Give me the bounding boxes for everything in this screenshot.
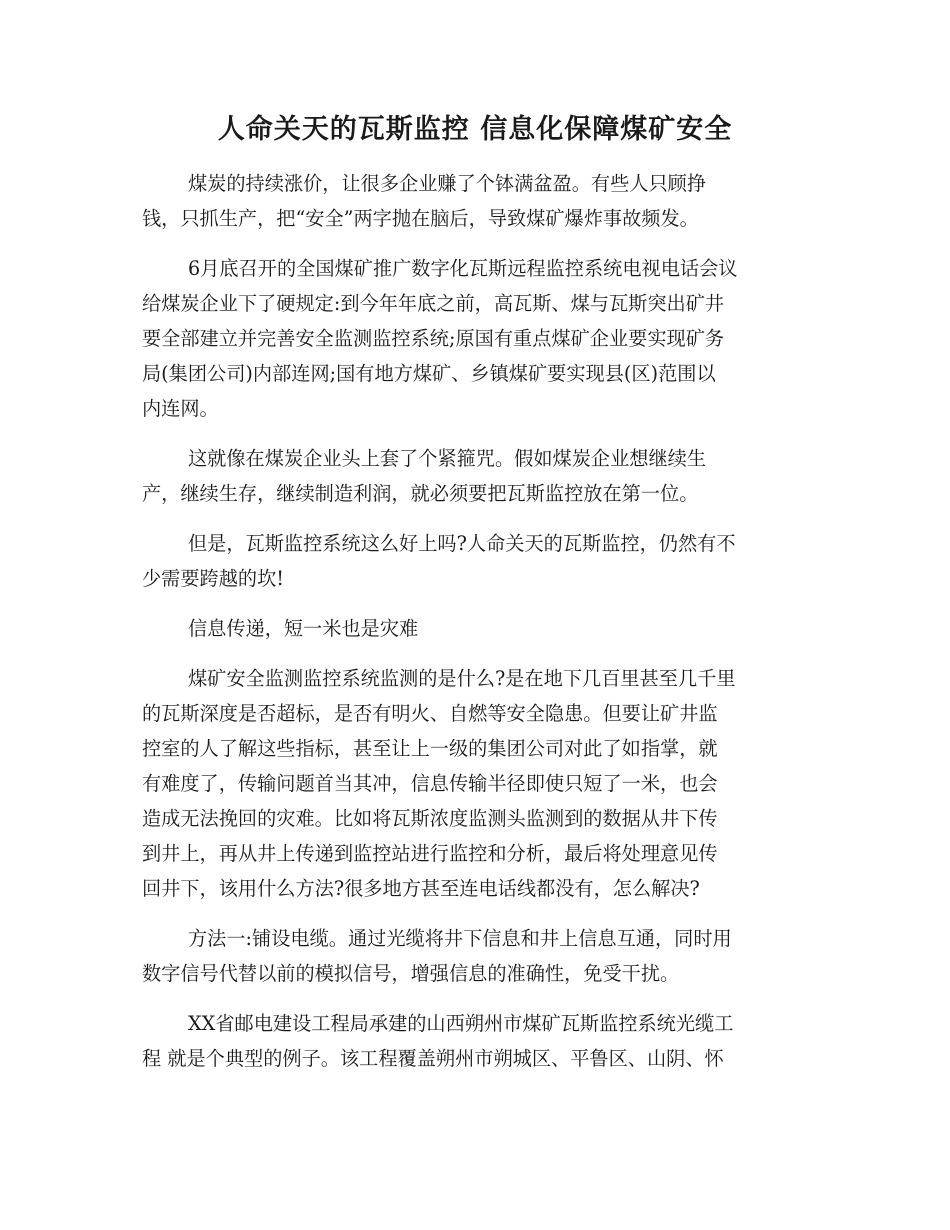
section-heading — [142, 611, 804, 646]
paragraph-2 — [142, 251, 804, 426]
text-line: 要全部建立并完善安全监测监控系统;原国有重点煤矿企业要实现矿务 — [142, 327, 725, 350]
text-line: 产，继续生存，继续制造利润，就必须要把瓦斯监控放在第一位。 — [142, 482, 699, 505]
paragraph-4 — [142, 526, 804, 596]
text-line: 方法一:铺设电缆。通过光缆将井下信息和井上信息互通，同时用 — [188, 927, 732, 950]
text-line: 给煤炭企业下了硬规定:到今年年底之前，高瓦斯、煤与瓦斯突出矿井 — [142, 292, 725, 315]
text-line: 局(集团公司)内部连网;国有地方煤矿、乡镇煤矿要实现县(区)范围以 — [142, 362, 716, 385]
document-body — [142, 166, 804, 1091]
text-line: 的瓦斯深度是否超标，是否有明火、自燃等安全隐患。但要让矿井监 — [142, 702, 718, 725]
text-line: 少需要跨越的坎! — [142, 567, 285, 590]
text-line: 回井下，该用什么方法?很多地方甚至连电话线都没有，怎么解决? — [142, 877, 700, 900]
paragraph-7 — [142, 921, 804, 991]
text-line: 信息传递，短一米也是灾难 — [188, 617, 419, 640]
text-line: 到井上，再从井上传递到监控站进行监控和分析，最后将处理意见传 — [142, 842, 718, 865]
paragraph-8 — [142, 1006, 804, 1076]
text-line: 数字信号代替以前的模拟信号，增强信息的准确性，免受干扰。 — [142, 962, 680, 985]
text-line: 造成无法挽回的灾难。比如将瓦斯浓度监测头监测到的数据从井下传 — [142, 807, 718, 830]
text-line: 煤炭的持续涨价，让很多企业赚了个钵满盆盈。有些人只顾挣 — [188, 172, 707, 195]
text-line: 程 就是个典型的例子。该工程覆盖朔州市朔城区、平鲁区、山阴、怀 — [142, 1047, 724, 1070]
paragraph-3 — [142, 441, 804, 511]
paragraph-1 — [142, 166, 804, 236]
text-line: XX省邮电建设工程局承建的山西朔州市煤矿瓦斯监控系统光缆工 — [188, 1012, 734, 1035]
text-line: 钱，只抓生产，把“安全”两字抛在脑后，导致煤矿爆炸事故频发。 — [142, 207, 699, 230]
text-line: 6月底召开的全国煤矿推广数字化瓦斯远程监控系统电视电话会议 — [188, 257, 738, 280]
text-line: 有难度了，传输问题首当其冲，信息传输半径即使只短了一米，也会 — [142, 772, 718, 795]
text-line: 但是，瓦斯监控系统这么好上吗?人命关天的瓦斯监控，仍然有不 — [188, 532, 736, 555]
text-line: 内连网。 — [142, 397, 219, 420]
document-title: 人命关天的瓦斯监控 信息化保障煤矿安全 — [217, 114, 733, 145]
text-line: 这就像在煤炭企业头上套了个紧箍咒。假如煤炭企业想继续生 — [188, 447, 707, 470]
paragraph-6 — [142, 661, 804, 906]
text-line: 控室的人了解这些指标，甚至让上一级的集团公司对此了如指掌，就 — [142, 737, 718, 760]
text-line: 煤矿安全监测监控系统监测的是什么?是在地下几百里甚至几千里 — [188, 667, 736, 690]
